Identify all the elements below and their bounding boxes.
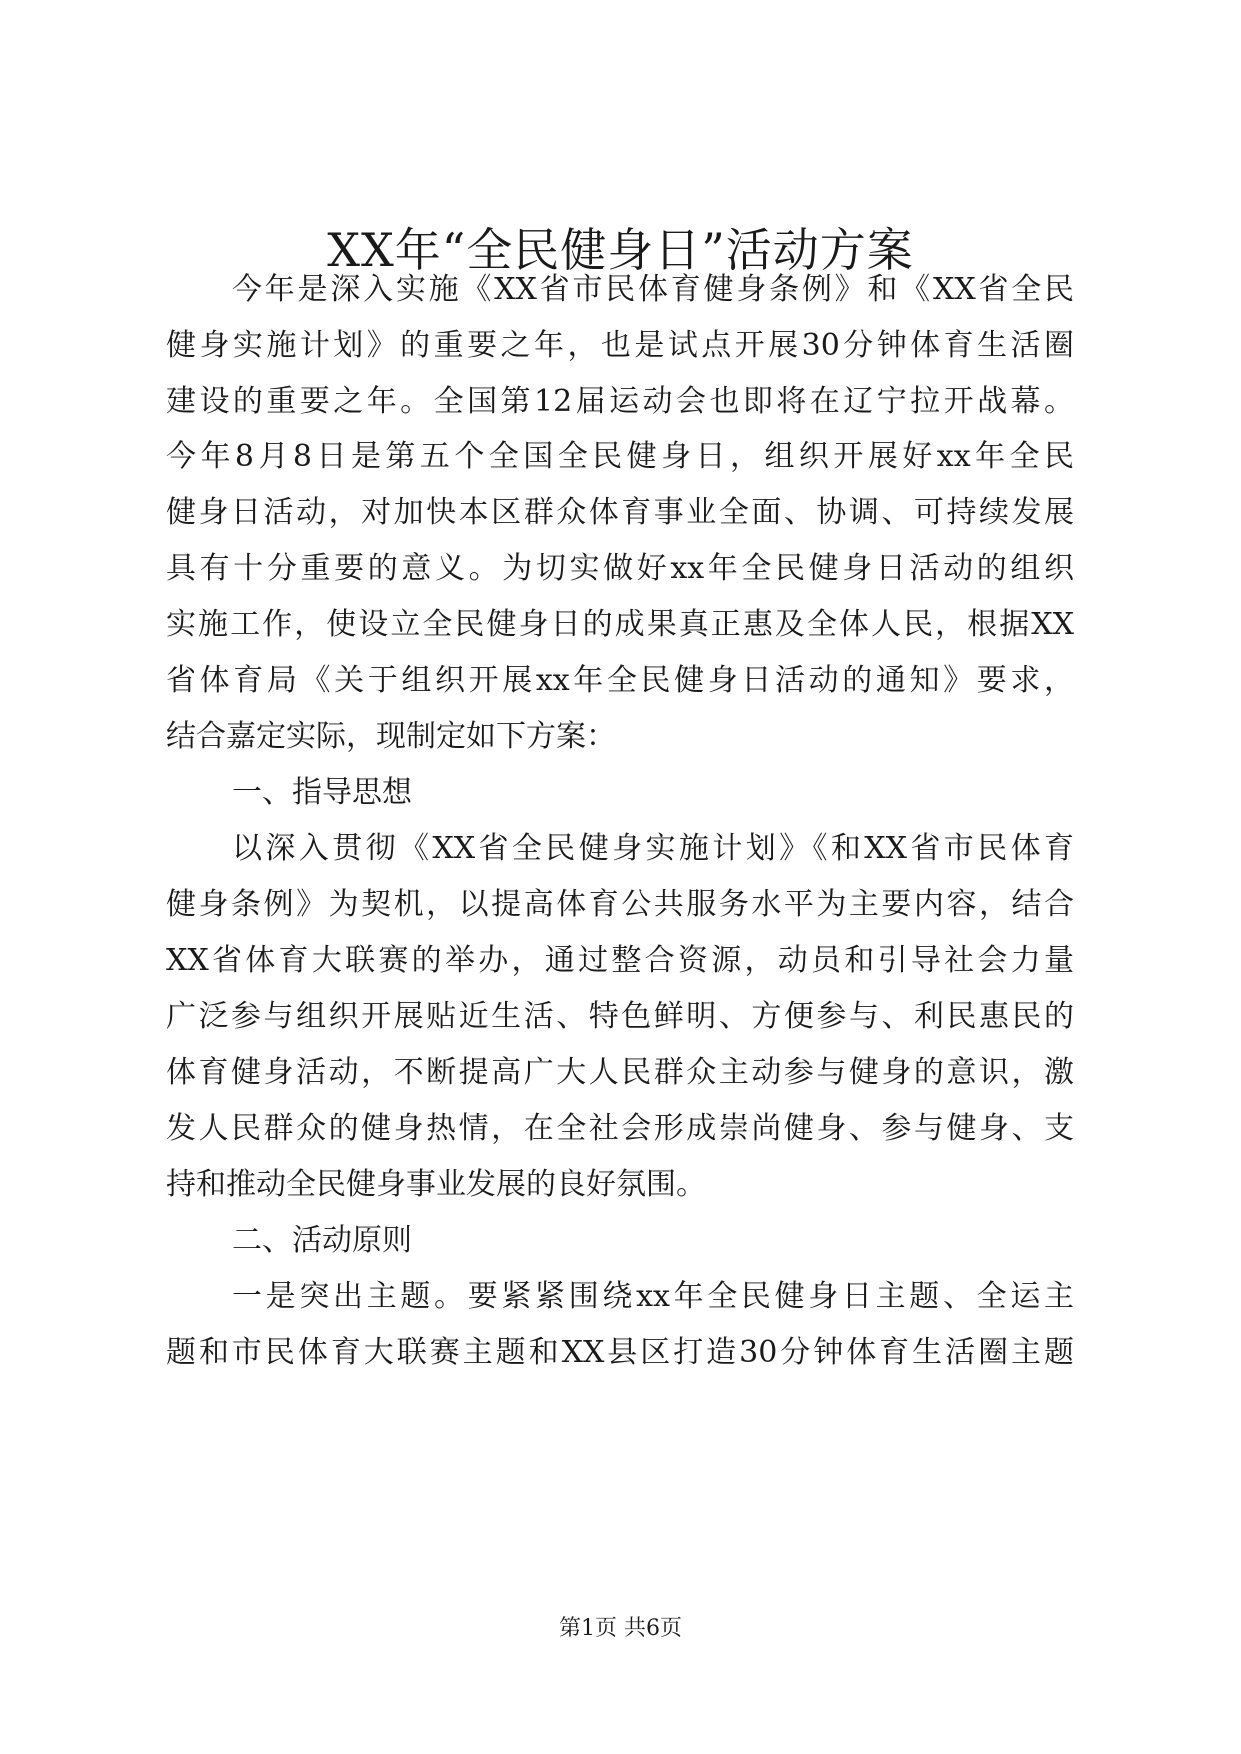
paragraph-line: 发人民群众的健身热情，在全社会形成崇尚健身、参与健身、支 <box>166 1111 1074 1146</box>
paragraph-line: 广泛参与组织开展贴近生活、特色鲜明、方便参与、利民惠民的 <box>166 999 1074 1034</box>
paragraph-line: 健身条例》为契机，以提高体育公共服务水平为主要内容，结合 <box>166 887 1074 922</box>
paragraph-line: 结合嘉定实际，现制定如下方案： <box>166 719 616 754</box>
paragraph-line: 一是突出主题。要紧紧围绕xx年全民健身日主题、全运主 <box>232 1279 1074 1314</box>
page-number: 第1页 共6页 <box>559 1616 682 1641</box>
paragraph-line: 实施工作，使设立全民健身日的成果真正惠及全体人民，根据XX <box>166 607 1074 642</box>
paragraph-line: 以深入贯彻《XX省全民健身实施计划》《和XX省市民体育 <box>232 831 1074 866</box>
paragraph-line: 建设的重要之年。全国第12届运动会也即将在辽宁拉开战幕。 <box>166 384 1074 419</box>
paragraph-line: 省体育局《关于组织开展xx年全民健身日活动的通知》要求， <box>166 663 1074 698</box>
document-title: XX年“全民健身日”活动方案 <box>327 223 914 277</box>
paragraph-line: 今年是深入实施《XX省市民体育健身条例》和《XX省全民 <box>232 272 1074 307</box>
paragraph-line: XX省体育大联赛的举办，通过整合资源，动员和引导社会力量 <box>166 943 1074 978</box>
paragraph-line: 体育健身活动，不断提高广大人民群众主动参与健身的意识，激 <box>166 1055 1074 1090</box>
section-heading: 一、指导思想 <box>232 775 412 810</box>
section-heading: 二、活动原则 <box>232 1223 412 1258</box>
paragraph-line: 健身实施计划》的重要之年，也是试点开展30分钟体育生活圈 <box>166 328 1074 363</box>
paragraph-line: 具有十分重要的意义。为切实做好xx年全民健身日活动的组织 <box>166 551 1074 586</box>
paragraph-line: 持和推动全民健身事业发展的良好氛围。 <box>166 1167 706 1202</box>
paragraph-line: 今年8月8日是第五个全国全民健身日，组织开展好xx年全民 <box>166 439 1074 474</box>
paragraph-line: 题和市民体育大联赛主题和XX县区打造30分钟体育生活圈主题 <box>166 1335 1074 1370</box>
paragraph-line: 健身日活动，对加快本区群众体育事业全面、协调、可持续发展 <box>166 495 1074 530</box>
